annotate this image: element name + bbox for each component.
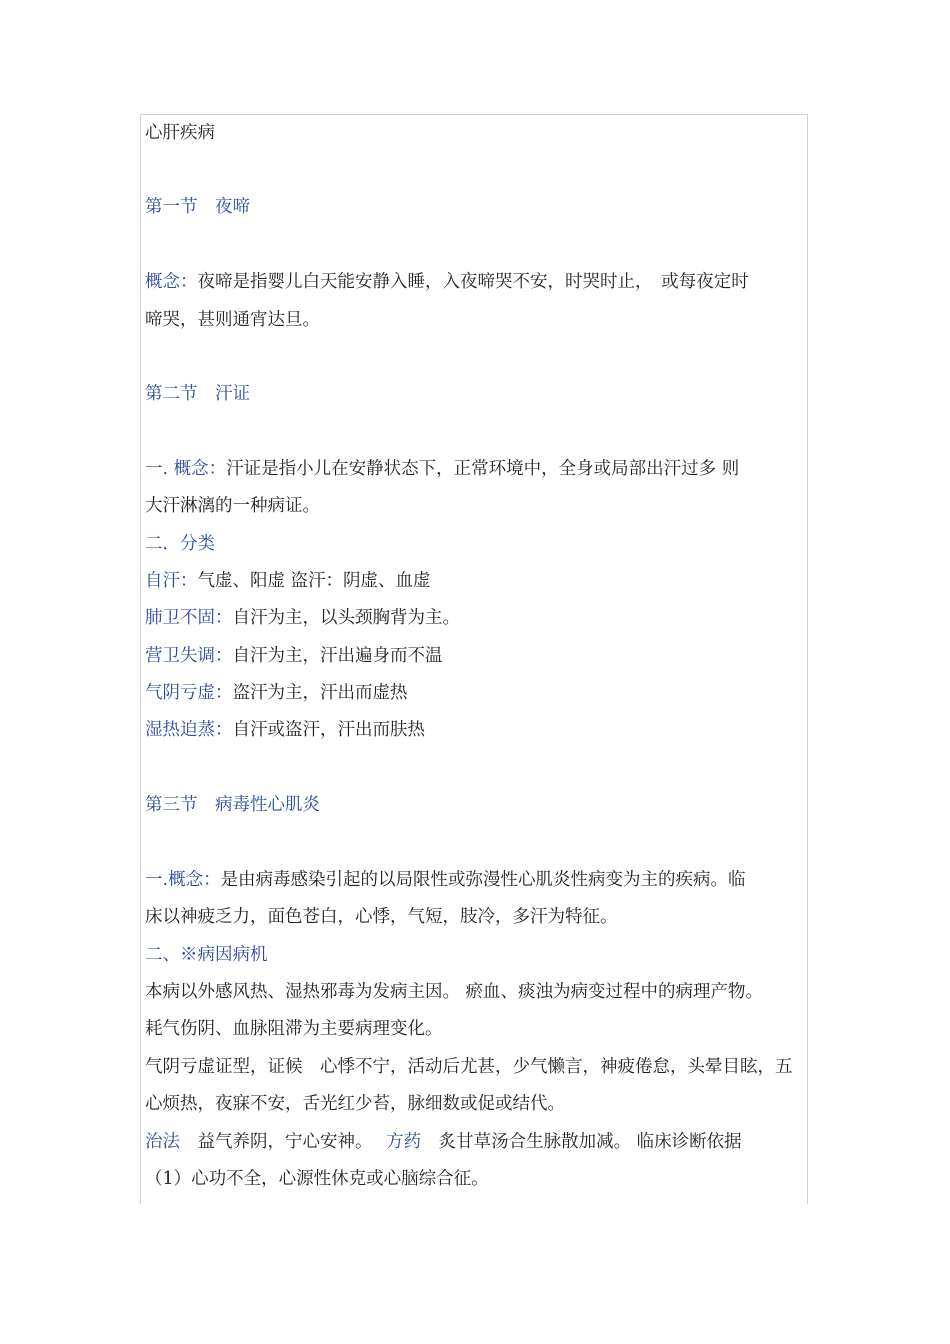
classify-row-text: 气虚、阳虚 盗汗：阴虚、血虚 bbox=[197, 571, 431, 591]
section-2-heading: 第二节 汗证 bbox=[145, 384, 250, 404]
section-1-concept-label: 概念： bbox=[145, 272, 198, 292]
classify-row bbox=[145, 719, 425, 741]
section-1-concept-line-1 bbox=[145, 271, 749, 293]
section-1-heading: 第一节 夜啼 bbox=[145, 197, 250, 217]
classify-row-label: 营卫失调： bbox=[145, 646, 233, 666]
section-3-criteria-line-1: （1）心功不全，心源性休克或心脑综合征。 bbox=[145, 1169, 489, 1189]
classify-row-text: 自汗为主，以头颈胸背为主。 bbox=[232, 608, 460, 628]
classify-row-label: 湿热迫蒸： bbox=[145, 720, 233, 740]
section-2-concept-text: 汗证是指小儿在安静状态下，正常环境中，全身或局部出汗过多 则 bbox=[226, 459, 740, 479]
classify-row-label: 肺卫不固： bbox=[145, 608, 233, 628]
section-3-concept-line-2: 床以神疲乏力，面色苍白，心悸，气短，肢冷，多汗为特征。 bbox=[145, 907, 618, 927]
formula-label: 方药 bbox=[386, 1132, 422, 1152]
section-3-treatment-line bbox=[145, 1131, 742, 1153]
classify-row bbox=[145, 570, 431, 592]
section-3-cause-line-1: 本病以外感风热、湿热邪毒为发病主因。 瘀血、痰浊为病变过程中的病理产物。 bbox=[145, 982, 764, 1002]
section-2-concept-label: 一. 概念： bbox=[145, 459, 227, 479]
section-3-concept-text: 是由病毒感染引起的以局限性或弥漫性心肌炎性病变为主的疾病。临 bbox=[220, 870, 746, 890]
classify-row bbox=[145, 607, 460, 629]
classify-row-text: 盗汗为主，汗出而虚热 bbox=[232, 683, 408, 703]
section-3-syndrome-line-2: 心烦热，夜寐不安，舌光红少苔，脉细数或促或结代。 bbox=[145, 1094, 565, 1114]
section-3-heading: 第三节 病毒性心肌炎 bbox=[145, 795, 320, 815]
treatment-label: 治法 bbox=[145, 1132, 180, 1152]
section-2-classify-heading: 二．分类 bbox=[145, 534, 215, 554]
section-3-concept-label: 一.概念： bbox=[145, 870, 221, 890]
classify-row bbox=[145, 645, 443, 667]
section-3-cause-heading: 二、※病因病机 bbox=[145, 945, 268, 965]
section-3-cause-line-2: 耗气伤阴、血脉阻滞为主要病理变化。 bbox=[145, 1019, 443, 1039]
treatment-text: 益气养阴，宁心安神。 bbox=[180, 1132, 373, 1152]
section-2-concept-line-2: 大汗淋漓的一种病证。 bbox=[145, 496, 320, 516]
section-2-concept-line-1 bbox=[145, 458, 739, 480]
document-title: 心肝疾病 bbox=[145, 123, 215, 143]
classify-row-text: 自汗为主，汗出遍身而不温 bbox=[232, 646, 443, 666]
formula-text: 炙甘草汤合生脉散加减。 临床诊断依据 bbox=[421, 1132, 742, 1152]
classify-row-label: 气阴亏虚： bbox=[145, 683, 233, 703]
section-3-syndrome-line-1: 气阴亏虚证型，证候 心悸不宁，活动后尤甚，少气懒言，神疲倦怠，头晕目眩，五 bbox=[145, 1057, 793, 1077]
classify-row-text: 自汗或盗汗，汗出而肤热 bbox=[232, 720, 425, 740]
section-1-concept-line-2: 啼哭，甚则通宵达旦。 bbox=[145, 310, 320, 330]
classify-row bbox=[145, 682, 408, 704]
section-3-concept-line-1 bbox=[145, 869, 746, 891]
classify-row-label: 自汗： bbox=[145, 571, 198, 591]
section-1-concept-text: 夜啼是指婴儿白天能安静入睡，入夜啼哭不安，时哭时止， 或每夜定时 bbox=[197, 272, 749, 292]
